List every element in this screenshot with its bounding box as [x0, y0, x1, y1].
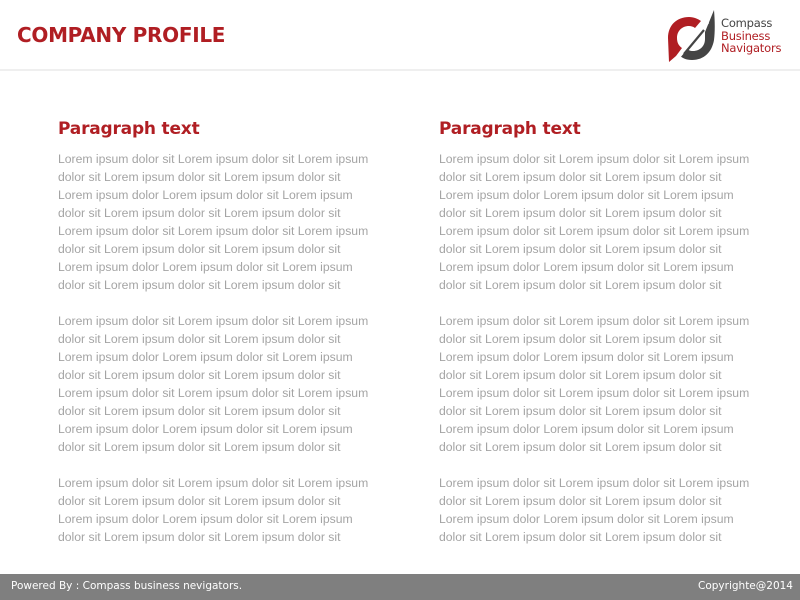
- text-line: dolor sit Lorem ipsum dolor sit Lorem ipsum dolor sit: [439, 368, 722, 382]
- text-line: dolor sit Lorem ipsum dolor sit Lorem ipsum dolor sit: [58, 206, 341, 220]
- text-line: dolor sit Lorem ipsum dolor sit Lorem ipsum dolor sit: [58, 368, 341, 382]
- text-line: Lorem ipsum dolor sit Lorem ipsum dolor sit Lorem ipsum: [439, 314, 750, 328]
- right-column: [439, 116, 769, 564]
- text-line: dolor sit Lorem ipsum dolor sit Lorem ipsum dolor sit: [439, 440, 722, 454]
- page-footer: [0, 574, 800, 600]
- text-line: dolor sit Lorem ipsum dolor sit Lorem ipsum dolor sit: [439, 332, 722, 346]
- compass-logo-icon: [664, 8, 718, 64]
- text-line: Lorem ipsum dolor Lorem ipsum dolor sit Lorem ipsum: [58, 188, 353, 202]
- text-line: dolor sit Lorem ipsum dolor sit Lorem ipsum dolor sit: [439, 404, 722, 418]
- right-column-heading: Paragraph text: [439, 119, 581, 139]
- logo-wordmark: [721, 17, 781, 55]
- text-line: Lorem ipsum dolor Lorem ipsum dolor sit Lorem ipsum: [58, 512, 353, 526]
- left-paragraph-3: [58, 474, 388, 546]
- left-column: [58, 116, 388, 564]
- text-line: dolor sit Lorem ipsum dolor sit Lorem ipsum dolor sit: [58, 530, 341, 544]
- text-line: Lorem ipsum dolor Lorem ipsum dolor sit Lorem ipsum: [58, 422, 353, 436]
- text-line: Lorem ipsum dolor Lorem ipsum dolor sit Lorem ipsum: [439, 350, 734, 364]
- text-line: Lorem ipsum dolor Lorem ipsum dolor sit Lorem ipsum: [439, 422, 734, 436]
- left-paragraph-2: [58, 312, 388, 456]
- text-line: Lorem ipsum dolor sit Lorem ipsum dolor sit Lorem ipsum: [58, 314, 369, 328]
- text-line: Lorem ipsum dolor Lorem ipsum dolor sit Lorem ipsum: [439, 260, 734, 274]
- copyright-text: Copyrighte@2014: [698, 580, 793, 592]
- text-line: Lorem ipsum dolor sit Lorem ipsum dolor sit Lorem ipsum: [58, 386, 369, 400]
- text-line: dolor sit Lorem ipsum dolor sit Lorem ipsum dolor sit: [439, 494, 722, 508]
- right-paragraph-1: [439, 150, 769, 294]
- text-line: dolor sit Lorem ipsum dolor sit Lorem ipsum dolor sit: [439, 206, 722, 220]
- text-line: dolor sit Lorem ipsum dolor sit Lorem ipsum dolor sit: [439, 170, 722, 184]
- text-line: Lorem ipsum dolor Lorem ipsum dolor sit Lorem ipsum: [58, 350, 353, 364]
- text-line: Lorem ipsum dolor Lorem ipsum dolor sit Lorem ipsum: [439, 188, 734, 202]
- logo-line-business: Business: [721, 28, 771, 43]
- text-line: Lorem ipsum dolor sit Lorem ipsum dolor sit Lorem ipsum: [439, 224, 750, 238]
- text-line: dolor sit Lorem ipsum dolor sit Lorem ipsum dolor sit: [58, 332, 341, 346]
- text-line: dolor sit Lorem ipsum dolor sit Lorem ipsum dolor sit: [58, 404, 341, 418]
- right-paragraph-2: [439, 312, 769, 456]
- logo-line-compass: Compass: [721, 16, 773, 30]
- company-logo: [664, 8, 800, 64]
- left-paragraph-1: [58, 150, 388, 294]
- text-line: Lorem ipsum dolor sit Lorem ipsum dolor sit Lorem ipsum: [439, 476, 750, 490]
- right-paragraph-3: [439, 474, 769, 546]
- text-line: dolor sit Lorem ipsum dolor sit Lorem ipsum dolor sit: [439, 530, 722, 544]
- text-line: dolor sit Lorem ipsum dolor sit Lorem ipsum dolor sit: [58, 278, 341, 292]
- text-line: dolor sit Lorem ipsum dolor sit Lorem ipsum dolor sit: [58, 440, 341, 454]
- text-line: Lorem ipsum dolor Lorem ipsum dolor sit Lorem ipsum: [439, 512, 734, 526]
- left-column-heading: Paragraph text: [58, 119, 200, 139]
- page-title: COMPANY PROFILE: [17, 23, 226, 47]
- text-line: dolor sit Lorem ipsum dolor sit Lorem ipsum dolor sit: [439, 278, 722, 292]
- logo-line-navigators: Navigators: [721, 41, 782, 55]
- text-line: dolor sit Lorem ipsum dolor sit Lorem ipsum dolor sit: [439, 242, 722, 256]
- text-line: Lorem ipsum dolor sit Lorem ipsum dolor sit Lorem ipsum: [58, 224, 369, 238]
- text-line: Lorem ipsum dolor sit Lorem ipsum dolor sit Lorem ipsum: [439, 386, 750, 400]
- text-line: Lorem ipsum dolor sit Lorem ipsum dolor sit Lorem ipsum: [58, 476, 369, 490]
- powered-by-text: Powered By : Compass business nevigators.: [11, 580, 243, 592]
- text-line: Lorem ipsum dolor sit Lorem ipsum dolor sit Lorem ipsum: [439, 152, 750, 166]
- text-line: dolor sit Lorem ipsum dolor sit Lorem ipsum dolor sit: [58, 494, 341, 508]
- text-line: dolor sit Lorem ipsum dolor sit Lorem ipsum dolor sit: [58, 242, 341, 256]
- text-line: dolor sit Lorem ipsum dolor sit Lorem ipsum dolor sit: [58, 170, 341, 184]
- text-line: Lorem ipsum dolor sit Lorem ipsum dolor sit Lorem ipsum: [58, 152, 369, 166]
- page-header: [0, 0, 800, 71]
- text-line: Lorem ipsum dolor Lorem ipsum dolor sit Lorem ipsum: [58, 260, 353, 274]
